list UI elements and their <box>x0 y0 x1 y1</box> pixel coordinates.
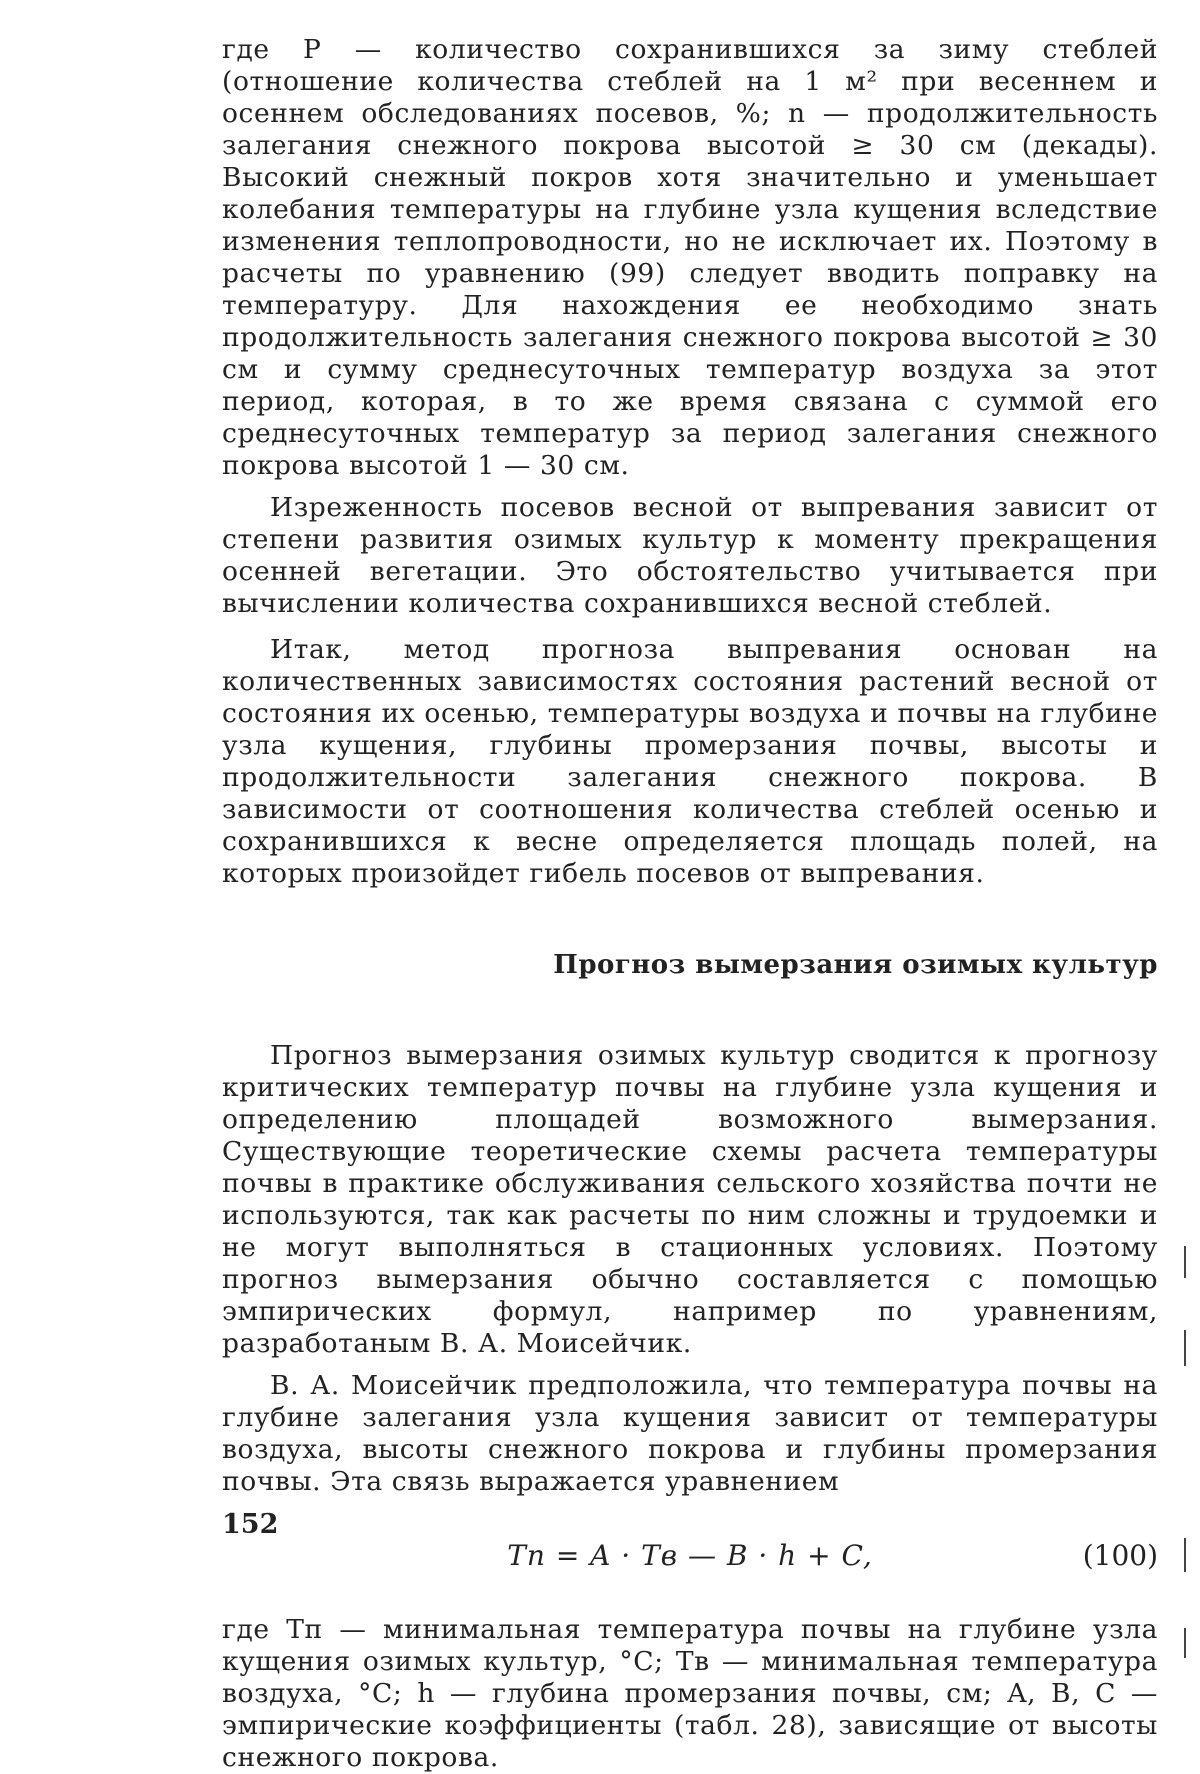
equation-number: (100) <box>1082 1539 1158 1572</box>
scan-edge-mark <box>1184 1330 1186 1366</box>
equation-row <box>222 1528 1158 1584</box>
page-text-block <box>222 34 1158 1774</box>
page-number: 152 <box>222 1509 279 1540</box>
paragraph-sparseness: Изреженность посевов весной от выпревания зависит от степени развития озимых культур к моменту прекращения осенней вегетации. Это обстоятельство учитывается при вычислении количества сохранившихся весной стеблей. <box>222 492 1158 619</box>
equation-100: Tп = A · Tв — B · h + C, <box>507 1539 873 1572</box>
paragraph-freezing-forecast: Прогноз вымерзания озимых культур сводится к прогнозу критических температур почвы на глубине узла кущения и определению площадей возможного вымерзания. Существующие теоретические схемы расчета температуры почвы в практике обслуживания сельского хозяйства почти не используются, так как расчеты по ним сложны и трудоемки и не могут выполняться в стационных условиях. Поэтому прогноз вымерзания обычно составляется с помощью эмпирических формул, например по уравнениям, разработаным В. А. Моисейчик. <box>222 1040 1158 1359</box>
scan-edge-mark <box>1184 1246 1186 1278</box>
paragraph-moiseichik: В. А. Моисейчик предположила, что температура почвы на глубине залегания узла кущения зависит от температуры воздуха, высоты снежного покрова и глубины промерзания почвы. Эта связь выражается уравнением <box>222 1370 1158 1497</box>
paragraph-equation-terms: где Tп — минимальная температура почвы на глубине узла кущения озимых культур, °C; Tв — минимальная температура воздуха, °C; h — глубина промерзания почвы, см; A, B, C — эмпирические коэффициенты (табл. 28), зависящие от высоты снежного покрова. <box>222 1614 1158 1773</box>
scan-edge-mark <box>1184 1538 1186 1572</box>
paragraph-method-summary: Итак, метод прогноза выпревания основан на количественных зависимостях состояния растений весной от состояния их осенью, температуры воздуха и почвы на глубине узла кущения, глубины промерзания почвы, высоты и продолжительности залегания снежного покрова. В зависимости от соотношения количества стеблей осенью и сохранившихся к весне определяется площадь полей, на которых произойдет гибель посевов от выпревания. <box>222 634 1158 889</box>
paragraph-definitions-p-n: где P — количество сохранившихся за зиму стеблей (отношение количества стеблей на 1 м² при весеннем и осеннем обследованиях посевов, %; n — продолжительность залегания снежного покрова высотой ≥ 30 см (декады). Высокий снежный покров хотя значительно и уменьшает колебания температуры на глубине узла кущения вследствие изменения теплопроводности, но не исключает их. Поэтому в расчеты по уравнению (99) следует вводить поправку на температуру. Для нахождения ее необходимо знать продолжительность залегания снежного покрова высотой ≥ 30 см и сумму среднесуточных температур воздуха за этот период, которая, в то же время связана с суммой его среднесуточных температур за период залегания снежного покрова высотой 1 — 30 см. <box>222 34 1158 481</box>
scan-edge-mark <box>1184 1628 1186 1658</box>
section-title: Прогноз вымерзания озимых культур <box>553 950 1158 980</box>
